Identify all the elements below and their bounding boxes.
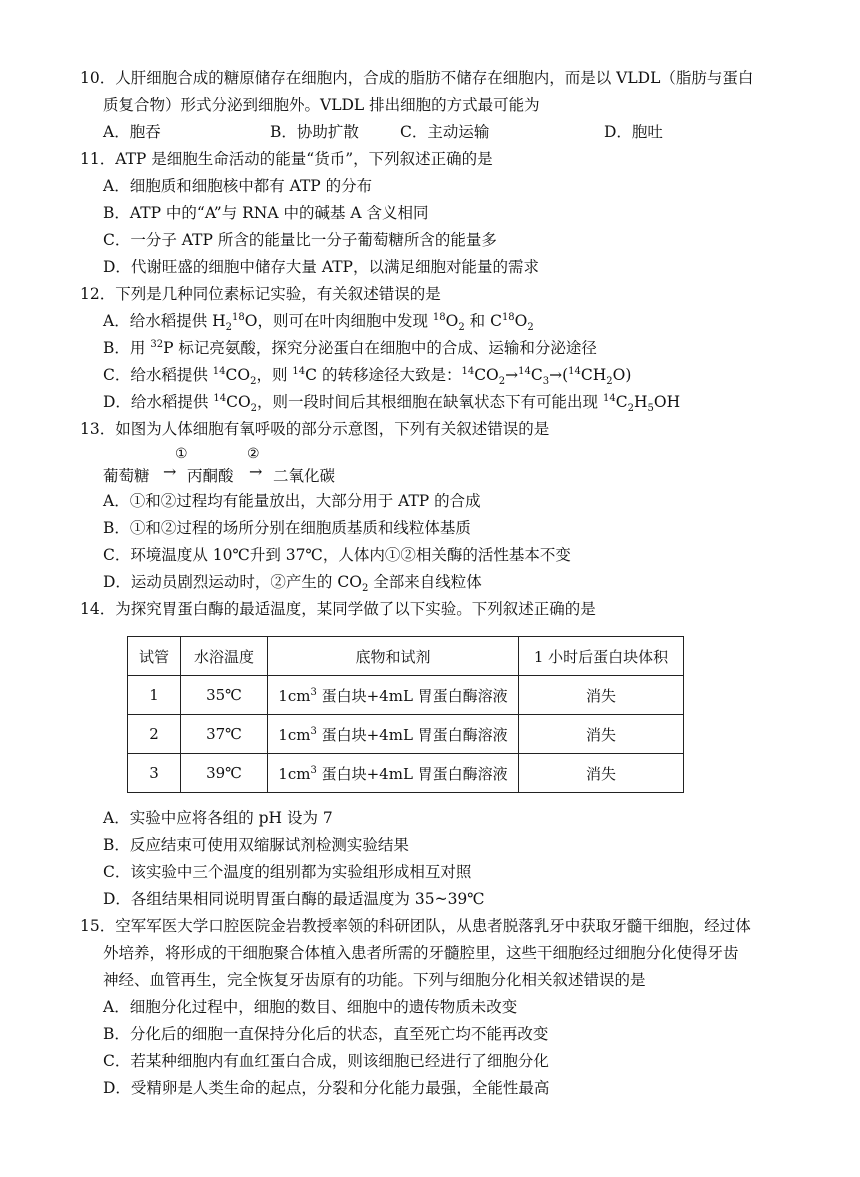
q10-stem-line2: 质复合物）形式分泌到细胞外。VLDL 排出细胞的方式最可能为 — [103, 96, 540, 114]
table-header-reagent: 底物和试剂 — [268, 637, 519, 676]
q11-stem: 11．ATP 是细胞生命活动的能量“货币”，下列叙述正确的是 — [80, 150, 493, 168]
table-cell-tube: 2 — [128, 715, 181, 754]
q12-option-a[interactable]: A．给水稻提供 $H_2^{18}O$，则可在叶肉细胞中发现 $^{18}O_2$ 和 $C^{18}O_2$ — [103, 311, 534, 334]
table-cell-result: 消失 — [519, 715, 684, 754]
q15-option-a[interactable]: A．细胞分化过程中，细胞的数目、细胞中的遗传物质未改变 — [103, 998, 518, 1016]
q13-option-a[interactable]: A．①和②过程均有能量放出，大部分用于 ATP 的合成 — [103, 492, 481, 510]
table-cell-temp: 35℃ — [181, 676, 268, 715]
q14-option-a[interactable]: A．实验中应将各组的 pH 设为 7 — [103, 809, 333, 827]
q13-option-d[interactable]: D．运动员剧烈运动时，②产生的 $CO_2$ 全部来自线粒体 — [103, 573, 482, 595]
table-cell-tube: 3 — [128, 754, 181, 793]
flow-arrow-1: → — [163, 462, 177, 481]
table-cell-tube: 1 — [128, 676, 181, 715]
table-row — [128, 676, 684, 715]
table-cell-reagent: $1cm^3$ 蛋白块+4mL 胃蛋白酶溶液 — [268, 715, 519, 754]
q12-stem: 12．下列是几种同位素标记实验，有关叙述错误的是 — [80, 285, 441, 303]
q15-option-c[interactable]: C．若某种细胞内有血红蛋白合成，则该细胞已经进行了细胞分化 — [103, 1052, 549, 1070]
q15-stem-line1: 15．空军军医大学口腔医院金岩教授率领的科研团队，从患者脱落乳牙中获取牙髓干细胞，经过体 — [80, 917, 751, 935]
q10-option-a[interactable]: A．胞吞 — [103, 123, 161, 141]
flow-co2: 二氧化碳 — [273, 467, 336, 485]
flow-pyruvate: 丙酮酸 — [187, 467, 234, 485]
table-row — [128, 754, 684, 793]
q14-option-b[interactable]: B．反应结束可使用双缩脲试剂检测实验结果 — [103, 836, 409, 854]
q12-option-d[interactable]: D．给水稻提供 $^{14}CO_2$，则一段时间后其根细胞在缺氧状态下有可能出现 $^{14}C_2H_5OH$ — [103, 392, 681, 415]
q15-stem-line2: 外培养，将形成的干细胞聚合体植入患者所需的牙髓腔里，这些干细胞经过细胞分化使得牙齿 — [103, 944, 739, 962]
table-row — [128, 715, 684, 754]
experiment-table — [127, 636, 684, 793]
flow-arrow-2: → — [249, 462, 263, 481]
flow-step1-mark: ① — [175, 446, 188, 462]
flow-step2-mark: ② — [247, 446, 260, 462]
q10-stem-line1: 10．人肝细胞合成的糖原储存在细胞内，合成的脂肪不储存在细胞内，而是以 VLDL（脂肪与蛋白 — [80, 69, 754, 87]
q11-option-d[interactable]: D．代谢旺盛的细胞中储存大量 ATP，以满足细胞对能量的需求 — [103, 258, 539, 276]
q13-stem: 13．如图为人体细胞有氧呼吸的部分示意图，下列有关叙述错误的是 — [80, 420, 550, 438]
table-cell-reagent: $1cm^3$ 蛋白块+4mL 胃蛋白酶溶液 — [268, 754, 519, 793]
flow-glucose: 葡萄糖 — [103, 467, 150, 485]
q11-option-c[interactable]: C．一分子 ATP 所含的能量比一分子葡萄糖所含的能量多 — [103, 231, 497, 249]
table-header-result: 1 小时后蛋白块体积 — [519, 637, 684, 676]
table-header-tube: 试管 — [128, 637, 181, 676]
q10-option-c[interactable]: C．主动运输 — [400, 123, 490, 141]
q13-option-b[interactable]: B．①和②过程的场所分别在细胞质基质和线粒体基质 — [103, 519, 471, 537]
q15-option-b[interactable]: B．分化后的细胞一直保持分化后的状态，直至死亡均不能再改变 — [103, 1025, 549, 1043]
q13-option-c[interactable]: C．环境温度从 10℃升到 37℃，人体内①②相关酶的活性基本不变 — [103, 546, 571, 564]
table-header-temp: 水浴温度 — [181, 637, 268, 676]
table-cell-result: 消失 — [519, 676, 684, 715]
table-cell-reagent: $1cm^3$ 蛋白块+4mL 胃蛋白酶溶液 — [268, 676, 519, 715]
table-cell-temp: 37℃ — [181, 715, 268, 754]
q11-option-a[interactable]: A．细胞质和细胞核中都有 ATP 的分布 — [103, 177, 373, 195]
table-cell-temp: 39℃ — [181, 754, 268, 793]
q14-stem: 14．为探究胃蛋白酶的最适温度，某同学做了以下实验。下列叙述正确的是 — [80, 600, 596, 618]
q14-option-d[interactable]: D．各组结果相同说明胃蛋白酶的最适温度为 35~39℃ — [103, 890, 485, 908]
q10-option-d[interactable]: D．胞吐 — [604, 123, 663, 141]
q12-option-b[interactable]: B．用 $^{32}$P 标记亮氨酸，探究分泌蛋白在细胞中的合成、运输和分泌途径 — [103, 338, 597, 357]
q12-option-c[interactable]: C．给水稻提供 $^{14}CO_2$，则 $^{14}$C 的转移途径大致是：$^{14}CO_2\to^{14}C_3\to(^{14}CH_2O)$ — [103, 365, 632, 388]
q15-option-d[interactable]: D．受精卵是人类生命的起点，分裂和分化能力最强，全能性最高 — [103, 1079, 550, 1097]
respiration-flow-diagram — [103, 446, 423, 486]
q10-option-b[interactable]: B．协助扩散 — [270, 123, 359, 141]
table-header-row — [128, 637, 684, 676]
q11-option-b[interactable]: B．ATP 中的“A”与 RNA 中的碱基 A 含义相同 — [103, 204, 429, 222]
q15-stem-line3: 神经、血管再生，完全恢复牙齿原有的功能。下列与细胞分化相关叙述错误的是 — [103, 971, 646, 989]
table-cell-result: 消失 — [519, 754, 684, 793]
q14-option-c[interactable]: C．该实验中三个温度的组别都为实验组形成相互对照 — [103, 863, 472, 881]
